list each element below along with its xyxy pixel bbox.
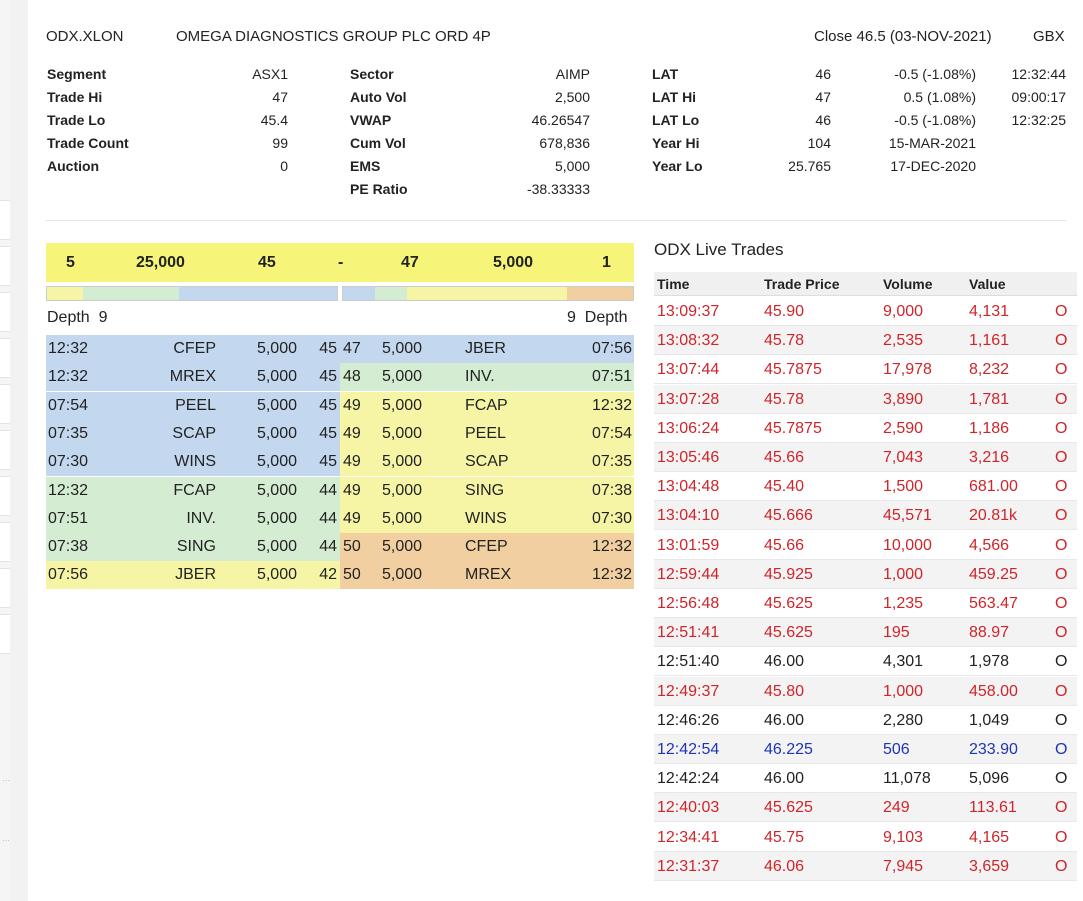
trade-time: 13:04:10 — [657, 507, 720, 525]
ask-row[interactable] — [340, 335, 634, 363]
ask-market-maker: CFEP — [465, 538, 508, 556]
trade-price: 45.7875 — [764, 419, 822, 437]
trade-row[interactable] — [654, 472, 1077, 501]
col-trade-price[interactable]: Trade Price — [764, 276, 840, 292]
ask-size: 5,000 — [382, 538, 423, 556]
trade-row[interactable] — [654, 764, 1077, 793]
stat-value: ASX1 — [252, 66, 288, 82]
trade-time: 13:06:24 — [657, 419, 720, 437]
ask-price: 47 — [343, 340, 361, 357]
trade-value: 113.61 — [969, 799, 1017, 817]
trade-time: 12:51:40 — [657, 653, 720, 671]
divider — [46, 220, 1066, 221]
trade-value: 459.25 — [969, 565, 1018, 583]
trade-price: 46.225 — [764, 741, 813, 758]
stat-time: 12:32:25 — [1011, 112, 1066, 128]
ask-depth-bar — [342, 286, 634, 301]
ask-price: 49 — [343, 453, 361, 471]
trade-price: 45.90 — [764, 303, 805, 320]
trade-row[interactable] — [654, 647, 1077, 676]
ask-row[interactable] — [340, 533, 634, 561]
trade-price: 45.66 — [764, 449, 805, 466]
trade-flag: O — [1055, 565, 1068, 583]
trade-flag: O — [1055, 390, 1068, 408]
stat-value: 104 — [807, 135, 831, 151]
sidebar-cell[interactable] — [0, 292, 10, 332]
stat-label: EMS — [350, 158, 381, 174]
bid-time: 12:32 — [48, 481, 89, 499]
stat-label: PE Ratio — [350, 181, 408, 197]
stat-label: Year Lo — [652, 158, 703, 174]
trade-time: 12:49:37 — [657, 682, 720, 700]
ask-market-maker: MREX — [465, 566, 512, 584]
sidebar-cell[interactable] — [0, 200, 10, 240]
bid-price: 45 — [319, 340, 337, 357]
ask-price: 49 — [343, 509, 361, 527]
trade-value: 1,161 — [969, 332, 1010, 350]
stat-label: Sector — [350, 66, 394, 82]
trade-volume: 1,000 — [883, 682, 924, 700]
bid-row[interactable] — [46, 363, 340, 391]
trade-volume: 9,000 — [883, 303, 924, 320]
sidebar-cell[interactable] — [0, 614, 10, 654]
ask-count: 1 — [602, 254, 611, 271]
trade-price: 45.666 — [764, 507, 813, 525]
ask-size: 5,000 — [382, 396, 423, 414]
stat-label: VWAP — [350, 112, 392, 128]
trade-flag: O — [1055, 682, 1068, 700]
ask-time: 07:56 — [591, 340, 632, 357]
trade-flag: O — [1055, 536, 1068, 554]
ask-size: 5,000 — [493, 254, 534, 271]
trade-value: 1,978 — [969, 653, 1010, 671]
trade-value: 3,659 — [969, 857, 1010, 875]
trade-time: 12:31:37 — [657, 857, 720, 875]
trade-volume: 1,000 — [883, 565, 924, 583]
trade-value: 458.00 — [969, 682, 1018, 700]
trade-flag: O — [1055, 595, 1068, 612]
bid-size: 5,000 — [256, 453, 297, 471]
bid-market-maker: JBER — [175, 566, 216, 584]
bid-time: 07:30 — [48, 453, 89, 471]
trade-row[interactable] — [654, 297, 1077, 326]
bid-market-maker: SCAP — [172, 424, 216, 442]
stat-change: 15-MAR-2021 — [888, 135, 976, 151]
bid-time: 07:56 — [48, 566, 89, 584]
trade-row[interactable] — [654, 793, 1077, 822]
trade-volume: 2,590 — [883, 419, 924, 437]
trade-value: 1,781 — [969, 390, 1010, 408]
ask-time: 07:51 — [591, 368, 632, 386]
bid-row[interactable] — [46, 420, 340, 448]
trade-price: 46.00 — [764, 711, 805, 729]
stat-value: 5,000 — [554, 158, 590, 174]
bid-size: 5,000 — [256, 566, 297, 584]
stat-label: LAT Hi — [652, 89, 697, 105]
sidebar-cell[interactable] — [0, 338, 10, 378]
bid-price: 45 — [319, 424, 337, 442]
trade-flag: O — [1055, 478, 1068, 496]
ask-time: 07:35 — [591, 453, 632, 471]
stat-value: 46 — [815, 112, 831, 128]
ask-depth-label — [567, 309, 628, 327]
ask-row[interactable] — [340, 477, 634, 505]
bid-time: 07:35 — [48, 424, 89, 442]
trade-time: 13:04:48 — [657, 478, 720, 496]
trade-volume: 9,103 — [883, 828, 924, 846]
trade-time: 12:40:03 — [657, 799, 720, 817]
stat-value: 46.26547 — [531, 112, 590, 128]
trade-price: 46.00 — [764, 653, 805, 671]
bid-market-maker: PEEL — [175, 396, 216, 414]
trade-flag: O — [1055, 741, 1068, 758]
col-volume[interactable]: Volume — [883, 276, 933, 292]
bid-price: 44 — [319, 538, 337, 556]
ellipsis-icon: ··· — [2, 836, 10, 845]
ask-size: 5,000 — [382, 566, 423, 584]
ask-size: 5,000 — [382, 424, 423, 442]
trade-price: 46.06 — [764, 857, 805, 875]
trades-header — [654, 272, 1077, 296]
trade-value: 8,232 — [969, 361, 1010, 379]
stat-label: Trade Lo — [47, 112, 106, 128]
trade-volume: 249 — [883, 799, 910, 817]
trade-row[interactable] — [654, 589, 1077, 618]
bid-row[interactable] — [46, 561, 340, 589]
close-price: Close 46.5 (03-NOV-2021) — [814, 28, 992, 45]
trade-flag: O — [1055, 624, 1068, 642]
bid-row[interactable] — [46, 448, 340, 476]
trade-flag: O — [1055, 332, 1068, 350]
trade-row[interactable] — [654, 355, 1077, 384]
trade-value: 3,216 — [969, 449, 1010, 466]
ask-market-maker: PEEL — [465, 424, 506, 442]
stat-time — [988, 157, 1066, 175]
stat-value: 678,836 — [539, 135, 590, 151]
stat-value: AIMP — [555, 66, 590, 82]
stat-label: Auto Vol — [350, 89, 407, 105]
bid-count: 5 — [66, 254, 75, 271]
stat-time — [988, 134, 1066, 152]
trade-volume: 4,301 — [883, 653, 924, 671]
ask-price: 49 — [343, 481, 361, 499]
trade-volume: 17,978 — [883, 361, 932, 379]
trade-time: 13:05:46 — [657, 449, 720, 466]
bid-time: 07:51 — [48, 509, 89, 527]
bid-price: 44 — [319, 509, 337, 527]
trade-volume: 7,945 — [883, 857, 924, 875]
bid-row[interactable] — [46, 392, 340, 420]
trade-row[interactable] — [654, 501, 1077, 530]
bid-depth-label — [47, 309, 108, 327]
bid-size: 5,000 — [256, 538, 297, 556]
trade-price: 45.7875 — [764, 361, 822, 379]
trade-price: 45.40 — [764, 478, 805, 496]
trade-time: 12:56:48 — [657, 595, 720, 612]
bid-market-maker: FCAP — [173, 481, 216, 499]
stat-value: -38.33333 — [526, 181, 590, 197]
bid-size: 5,000 — [256, 424, 297, 442]
stat-value: 46 — [815, 66, 831, 82]
stat-label: LAT — [652, 66, 679, 82]
ask-size: 5,000 — [382, 368, 423, 386]
ask-market-maker: SCAP — [465, 453, 509, 471]
ask-market-maker: SING — [465, 481, 505, 499]
ask-size: 5,000 — [382, 481, 423, 499]
bid-depth-bar — [46, 286, 338, 301]
bid-time: 07:38 — [48, 538, 89, 556]
bid-size: 5,000 — [256, 396, 297, 414]
bid-market-maker: WINS — [174, 453, 216, 471]
stat-change: -0.5 (-1.08%) — [894, 66, 976, 82]
ticker-symbol: ODX.XLON — [46, 28, 124, 45]
trade-volume: 1,235 — [883, 595, 924, 612]
trade-time: 12:42:24 — [657, 770, 720, 788]
trade-price: 45.625 — [764, 799, 813, 817]
ask-time: 12:32 — [591, 566, 632, 584]
ask-price: 47 — [401, 254, 419, 271]
security-panel — [28, 0, 1083, 901]
ask-market-maker: FCAP — [465, 396, 508, 414]
stat-label: Trade Hi — [47, 89, 103, 105]
currency: GBX — [1033, 28, 1065, 45]
trade-time: 13:07:28 — [657, 390, 720, 408]
trade-value: 1,186 — [969, 419, 1010, 437]
trade-value: 563.47 — [969, 595, 1018, 612]
trade-value: 681.00 — [969, 478, 1018, 496]
trade-row[interactable] — [654, 385, 1077, 414]
trade-time: 13:07:44 — [657, 361, 720, 379]
bid-size: 5,000 — [256, 368, 297, 386]
ask-time: 07:38 — [591, 481, 632, 499]
trade-value: 5,096 — [969, 770, 1010, 788]
best-bid-ask-bar — [46, 243, 634, 282]
bid-price: 45 — [258, 254, 276, 271]
trade-flag: O — [1055, 507, 1068, 525]
stat-change: -0.5 (-1.08%) — [894, 112, 976, 128]
security-name: OMEGA DIAGNOSTICS GROUP PLC ORD 4P — [176, 28, 491, 45]
trade-row[interactable] — [654, 706, 1077, 735]
ask-row[interactable] — [340, 448, 634, 476]
bid-market-maker: SING — [176, 538, 216, 556]
bid-time: 07:54 — [48, 396, 89, 414]
stat-label: Cum Vol — [350, 135, 406, 151]
trade-volume: 195 — [883, 624, 910, 642]
sidebar-cell[interactable] — [0, 568, 10, 608]
stat-label: Year Hi — [652, 135, 700, 151]
bid-price: 45 — [319, 368, 337, 386]
trade-value: 20.81k — [969, 507, 1018, 525]
ask-row[interactable] — [340, 505, 634, 533]
trade-volume: 1,500 — [883, 478, 924, 496]
trade-row[interactable] — [654, 677, 1077, 706]
ask-market-maker: WINS — [465, 509, 507, 527]
trade-price: 45.625 — [764, 624, 813, 642]
trade-price: 45.625 — [764, 595, 813, 612]
trade-time: 13:01:59 — [657, 536, 720, 554]
trade-row[interactable] — [654, 560, 1077, 589]
trade-row[interactable] — [654, 823, 1077, 852]
trade-price: 45.66 — [764, 536, 805, 554]
ask-depth-count: 9 — [567, 309, 576, 326]
trade-volume: 3,890 — [883, 390, 924, 408]
ask-market-maker: JBER — [465, 340, 506, 357]
ask-time: 12:32 — [591, 396, 632, 414]
ask-row[interactable] — [340, 363, 634, 391]
bid-time: 12:32 — [48, 368, 89, 386]
ask-price: 48 — [343, 368, 361, 386]
trade-volume: 2,280 — [883, 711, 924, 729]
ask-time: 07:54 — [591, 424, 632, 442]
bid-price: 45 — [319, 453, 337, 471]
bid-depth-count: 9 — [98, 309, 108, 326]
ask-time: 07:30 — [591, 509, 632, 527]
trade-row[interactable] — [654, 735, 1077, 764]
bid-size: 5,000 — [256, 340, 297, 357]
trade-row[interactable] — [654, 326, 1077, 355]
stat-value: 25.765 — [788, 158, 831, 174]
ask-depth-title: Depth — [584, 309, 628, 326]
trade-volume: 11,078 — [883, 770, 931, 788]
trade-price: 45.75 — [764, 828, 805, 846]
trade-value: 1,049 — [969, 711, 1010, 729]
bid-price: 45 — [319, 396, 337, 414]
bid-row[interactable] — [46, 335, 340, 363]
stat-value: 47 — [815, 89, 831, 105]
trade-time: 13:09:37 — [657, 303, 720, 320]
sidebar-cell[interactable] — [0, 522, 10, 562]
stat-value: 99 — [272, 135, 288, 151]
ask-row[interactable] — [340, 392, 634, 420]
bid-market-maker: CFEP — [173, 340, 216, 357]
sidebar-cell[interactable] — [0, 430, 10, 470]
trade-price: 45.925 — [764, 565, 813, 583]
bid-size: 5,000 — [256, 509, 297, 527]
stat-label: Segment — [47, 66, 107, 82]
ask-row[interactable] — [340, 561, 634, 589]
ask-price: 49 — [343, 424, 361, 442]
ellipsis-icon: ··· — [2, 776, 10, 785]
trade-volume: 506 — [883, 741, 910, 758]
trade-flag: O — [1055, 653, 1068, 671]
bid-size: 25,000 — [136, 254, 185, 271]
sidebar-cell[interactable] — [0, 476, 10, 516]
trade-volume: 10,000 — [883, 536, 932, 554]
stat-label: LAT Lo — [652, 112, 700, 128]
ask-price: 50 — [343, 538, 361, 556]
trade-time: 12:59:44 — [657, 565, 720, 583]
bid-row[interactable] — [46, 505, 340, 533]
trade-row[interactable] — [654, 531, 1077, 560]
trade-flag: O — [1055, 770, 1068, 788]
stat-change: 17-DEC-2020 — [890, 158, 976, 174]
trade-flag: O — [1055, 361, 1068, 379]
trade-time: 13:08:32 — [657, 332, 720, 350]
trade-price: 45.78 — [764, 390, 805, 408]
trade-volume: 7,043 — [883, 449, 924, 466]
ask-size: 5,000 — [382, 509, 423, 527]
stat-value: 45.4 — [260, 112, 288, 128]
stat-value: 0 — [280, 158, 288, 174]
sidebar-cell[interactable] — [0, 384, 10, 424]
trade-flag: O — [1055, 449, 1068, 466]
trade-time: 12:46:26 — [657, 711, 720, 729]
trade-price: 45.78 — [764, 332, 805, 350]
trade-price: 45.80 — [764, 682, 805, 700]
trade-volume: 45,571 — [883, 507, 932, 525]
trade-time: 12:42:54 — [657, 741, 720, 758]
trade-row[interactable] — [654, 443, 1077, 472]
trade-flag: O — [1055, 303, 1068, 320]
bid-market-maker: INV. — [186, 509, 216, 527]
left-sidebar-strip — [0, 0, 10, 901]
spread: - — [338, 254, 344, 271]
stat-time: 09:00:17 — [1011, 89, 1066, 105]
bid-market-maker: MREX — [169, 368, 216, 386]
bid-time: 12:32 — [48, 340, 89, 357]
live-trades-title: ODX Live Trades — [654, 240, 784, 259]
ask-size: 5,000 — [382, 453, 423, 471]
trade-value: 4,131 — [969, 303, 1010, 320]
trade-flag: O — [1055, 857, 1068, 875]
trade-row[interactable] — [654, 414, 1077, 443]
stat-label: Trade Count — [47, 135, 129, 151]
bid-price: 42 — [319, 566, 337, 584]
ask-time: 12:32 — [591, 538, 632, 556]
ask-size: 5,000 — [382, 340, 423, 357]
trade-row[interactable] — [654, 618, 1077, 647]
ask-price: 50 — [343, 566, 361, 584]
stat-value: 2,500 — [554, 89, 590, 105]
bid-row[interactable] — [46, 477, 340, 505]
col-time[interactable]: Time — [657, 276, 690, 292]
trade-price: 46.00 — [764, 770, 805, 788]
bid-price: 44 — [319, 481, 337, 499]
trade-flag: O — [1055, 799, 1068, 817]
trade-value: 4,165 — [969, 828, 1010, 846]
trade-value: 88.97 — [969, 624, 1010, 642]
trade-value: 233.90 — [969, 741, 1018, 758]
sidebar-cell[interactable] — [0, 246, 10, 286]
stat-change: 0.5 (1.08%) — [903, 89, 976, 105]
stat-value: 47 — [272, 89, 288, 105]
trade-time: 12:34:41 — [657, 828, 720, 846]
bid-size: 5,000 — [256, 481, 297, 499]
ask-row[interactable] — [340, 420, 634, 448]
trade-flag: O — [1055, 828, 1068, 846]
bid-depth-title: Depth — [47, 309, 90, 326]
ask-price: 49 — [343, 396, 361, 414]
stat-label: Auction — [47, 158, 100, 174]
trade-value: 4,566 — [969, 536, 1010, 554]
col-value[interactable]: Value — [969, 276, 1006, 292]
bid-row[interactable] — [46, 533, 340, 561]
trade-flag: O — [1055, 711, 1068, 729]
trade-volume: 2,535 — [883, 332, 924, 350]
ask-market-maker: INV. — [465, 368, 495, 386]
stat-time: 12:32:44 — [1011, 66, 1066, 82]
trade-time: 12:51:41 — [657, 624, 720, 642]
trade-row[interactable] — [654, 852, 1077, 881]
trade-flag: O — [1055, 419, 1068, 437]
